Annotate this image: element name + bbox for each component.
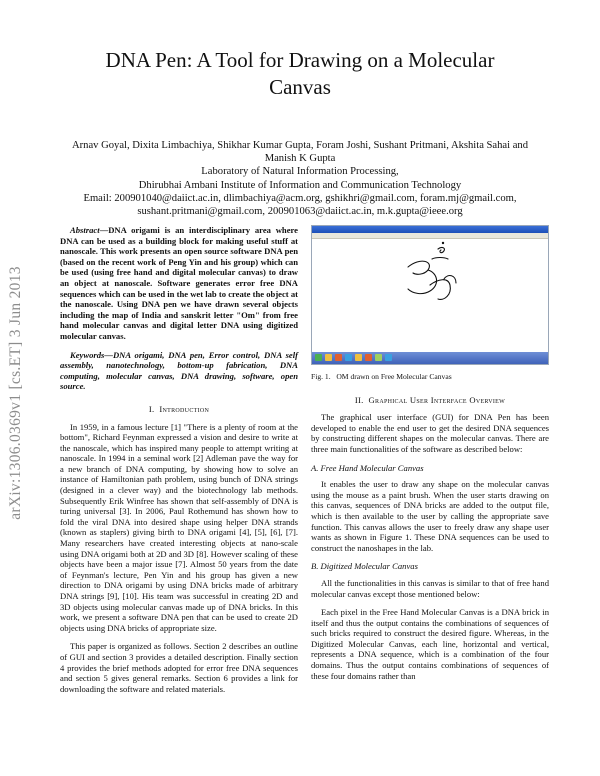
taskbar-app-icon (345, 354, 352, 361)
figure-caption-label: Fig. 1. (311, 372, 331, 381)
keywords-text: —DNA origami, DNA pen, Error control, DNA self assembly, nanotechnology, bottom-up fabrication, DNA computing, molecular canvas, DNA drawing, software, open source. (60, 349, 298, 392)
affiliation-line-2: Dhirubhai Ambani Institute of Information and Communication Technology (138, 179, 462, 191)
section-title: Graphical User Interface Overview (368, 394, 506, 405)
title-line-1: DNA Pen: A Tool for Drawing on a Molecular (105, 48, 495, 72)
section-number: I. (148, 403, 155, 414)
title-line-2: Canvas (269, 75, 331, 99)
figure-caption (311, 372, 549, 383)
section-heading-gui-overview (311, 395, 549, 406)
digitized-paragraph-2: Each pixel in the Free Hand Molecular Canvas is a DNA brick in itself and thus the output contains the combinations of sequences of such bricks required to construct the desired figure. Whereas, in the Digitized Molecular Canvas, each line, horizontal and vertical, represents a DNA sequence, which is a combination of the four domains. Thus the output contains combinations of sequences of these four domains rather than (311, 607, 549, 681)
figure-screenshot (311, 225, 549, 365)
figure-caption-text: OM drawn on Free Molecular Canvas (336, 372, 452, 381)
arxiv-stamp (2, 215, 30, 570)
email-line-2: sushant.pritmani@gmail.com, 200901063@daiict.ac.in, m.k.gupta@ieee.org (137, 206, 463, 218)
arxiv-stamp-text: arXiv:1306.0369v1 [cs.ET] 3 Jun 2013 (7, 265, 25, 520)
keywords-label: Keywords (70, 349, 105, 360)
abstract-label: Abstract (70, 225, 100, 235)
digitized-paragraph-1: All the functionalities in this canvas is similar to that of free hand molecular canvas except those mentioned below: (311, 577, 549, 599)
abstract-text: —DNA origami is an interdisciplinary area where DNA can be used as a building block for making useful stuff at nanoscale. This work presents an open source software DNA pen (based on the recent work of Peng Yin and his group) which can be used (using free hand and digital molecular canvas) to draw an object at nanoscale. Software generates error free DNA sequences which can be used in the wet lab to create the object at the nanoscale. Using DNA pen we have drawn several objects including the map of India and sanskrit letter "Om" from free hand molecular canvas and digital letter DNA using digitized molecular canvas. (60, 225, 298, 341)
figure-window-taskbar (312, 352, 548, 364)
intro-paragraph-1: In 1959, in a famous lecture [1] "There is a plenty of room at the bottom", Richard Feynman expressed a vision and desire to write at the nanoscale, which has inspired many people to attempt writing at nanoscale. In 1994 in a seminal work [2] Adleman pave the way for a new branch of DNA computing, by showing how to solve an instance of Hamiltonian path problem, using bunch of DNA strings (designed in a clever way) and the biotechnology lab methods. Subsequently Erik Winfree has shown that self-assembly of DNA is turing universal [3]. In 2006, Paul Rothemund has shown how to fold the viral DNA into desired shape using helper DNA strands (known as staplers) giving birth to DNA origami [4], [5], [6], [7]. Many researchers have created interesting objects at nano-scale using DNA origami both at 2D and 3D [8]. However scaling of these objects have been a major issue [7]. Almost 50 years from the date of Feynman's lecture, Pen Yin and his group has given a new direction to DNA origami by using DNA bricks made of arbitrary DNA strings [9], [10]. His team was successful in creating 2D and 3D objects using molecular canvas made up of DNA bricks. In this work, we present a software DNA pen that can be used to create 2D objects using DNA bricks of appropriate size. (60, 421, 298, 633)
email-line-1: Email: 200901040@daiict.ac.in, dlimbachiya@acm.org, gshikhri@gmail.com, foram.mj@gmail.com, (83, 192, 517, 204)
section-heading-introduction (60, 404, 298, 415)
start-icon (315, 354, 322, 361)
author-block (55, 139, 545, 218)
gui-intro-paragraph: The graphical user interface (GUI) for DNA Pen has been developed to enable the end user to get the desired DNA sequences by constructing different shapes on the molecular canvas. There are three main functionalities of the software as described below: (311, 412, 549, 454)
molecular-canvas (312, 239, 548, 352)
om-drawing (312, 239, 548, 352)
taskbar-app-icon (355, 354, 362, 361)
free-hand-paragraph: It enables the user to draw any shape on the molecular canvas using the mouse as a paint brush. When the user starts drawing on this canvas, sequences of DNA bricks are added to the output file, which is then available to the user by calling the appropriate save function. This canvas allows the user to freely draw any shape user wants as shown in Figure 1. These DNA sequences can be used to construct the nanoshapes in the lab. (311, 479, 549, 553)
authors-line-2: Manish K Gupta (264, 153, 336, 165)
subsection-heading-free-hand: A. Free Hand Molecular Canvas (311, 462, 424, 473)
paper-title (60, 47, 540, 101)
section-number: II. (354, 394, 364, 405)
abstract (60, 225, 298, 342)
figure-window-titlebar (312, 226, 548, 233)
authors-line-1: Arnav Goyal, Dixita Limbachiya, Shikhar Kumar Gupta, Foram Joshi, Sushant Pritmani, Akshita Sahai and (71, 140, 529, 151)
affiliation-line-1: Laboratory of Natural Information Processing, (201, 166, 399, 178)
intro-paragraph-2: This paper is organized as follows. Section 2 describes an outline of GUI and section 3 provides a detailed description. Finally section 4 provides the brief methods adopted for error free DNA sequences and section 5 gives general remarks. Section 6 provides a link for downloading the software and related materials. (60, 641, 298, 694)
subsection-heading-digitized: B. Digitized Molecular Canvas (311, 561, 418, 572)
section-title: Introduction (159, 403, 210, 414)
taskbar-app-icon (325, 354, 332, 361)
right-column (311, 225, 549, 689)
keywords (60, 350, 298, 392)
taskbar-app-icon (365, 354, 372, 361)
taskbar-app-icon (375, 354, 382, 361)
taskbar-app-icon (385, 354, 392, 361)
left-column (60, 225, 298, 702)
taskbar-app-icon (335, 354, 342, 361)
